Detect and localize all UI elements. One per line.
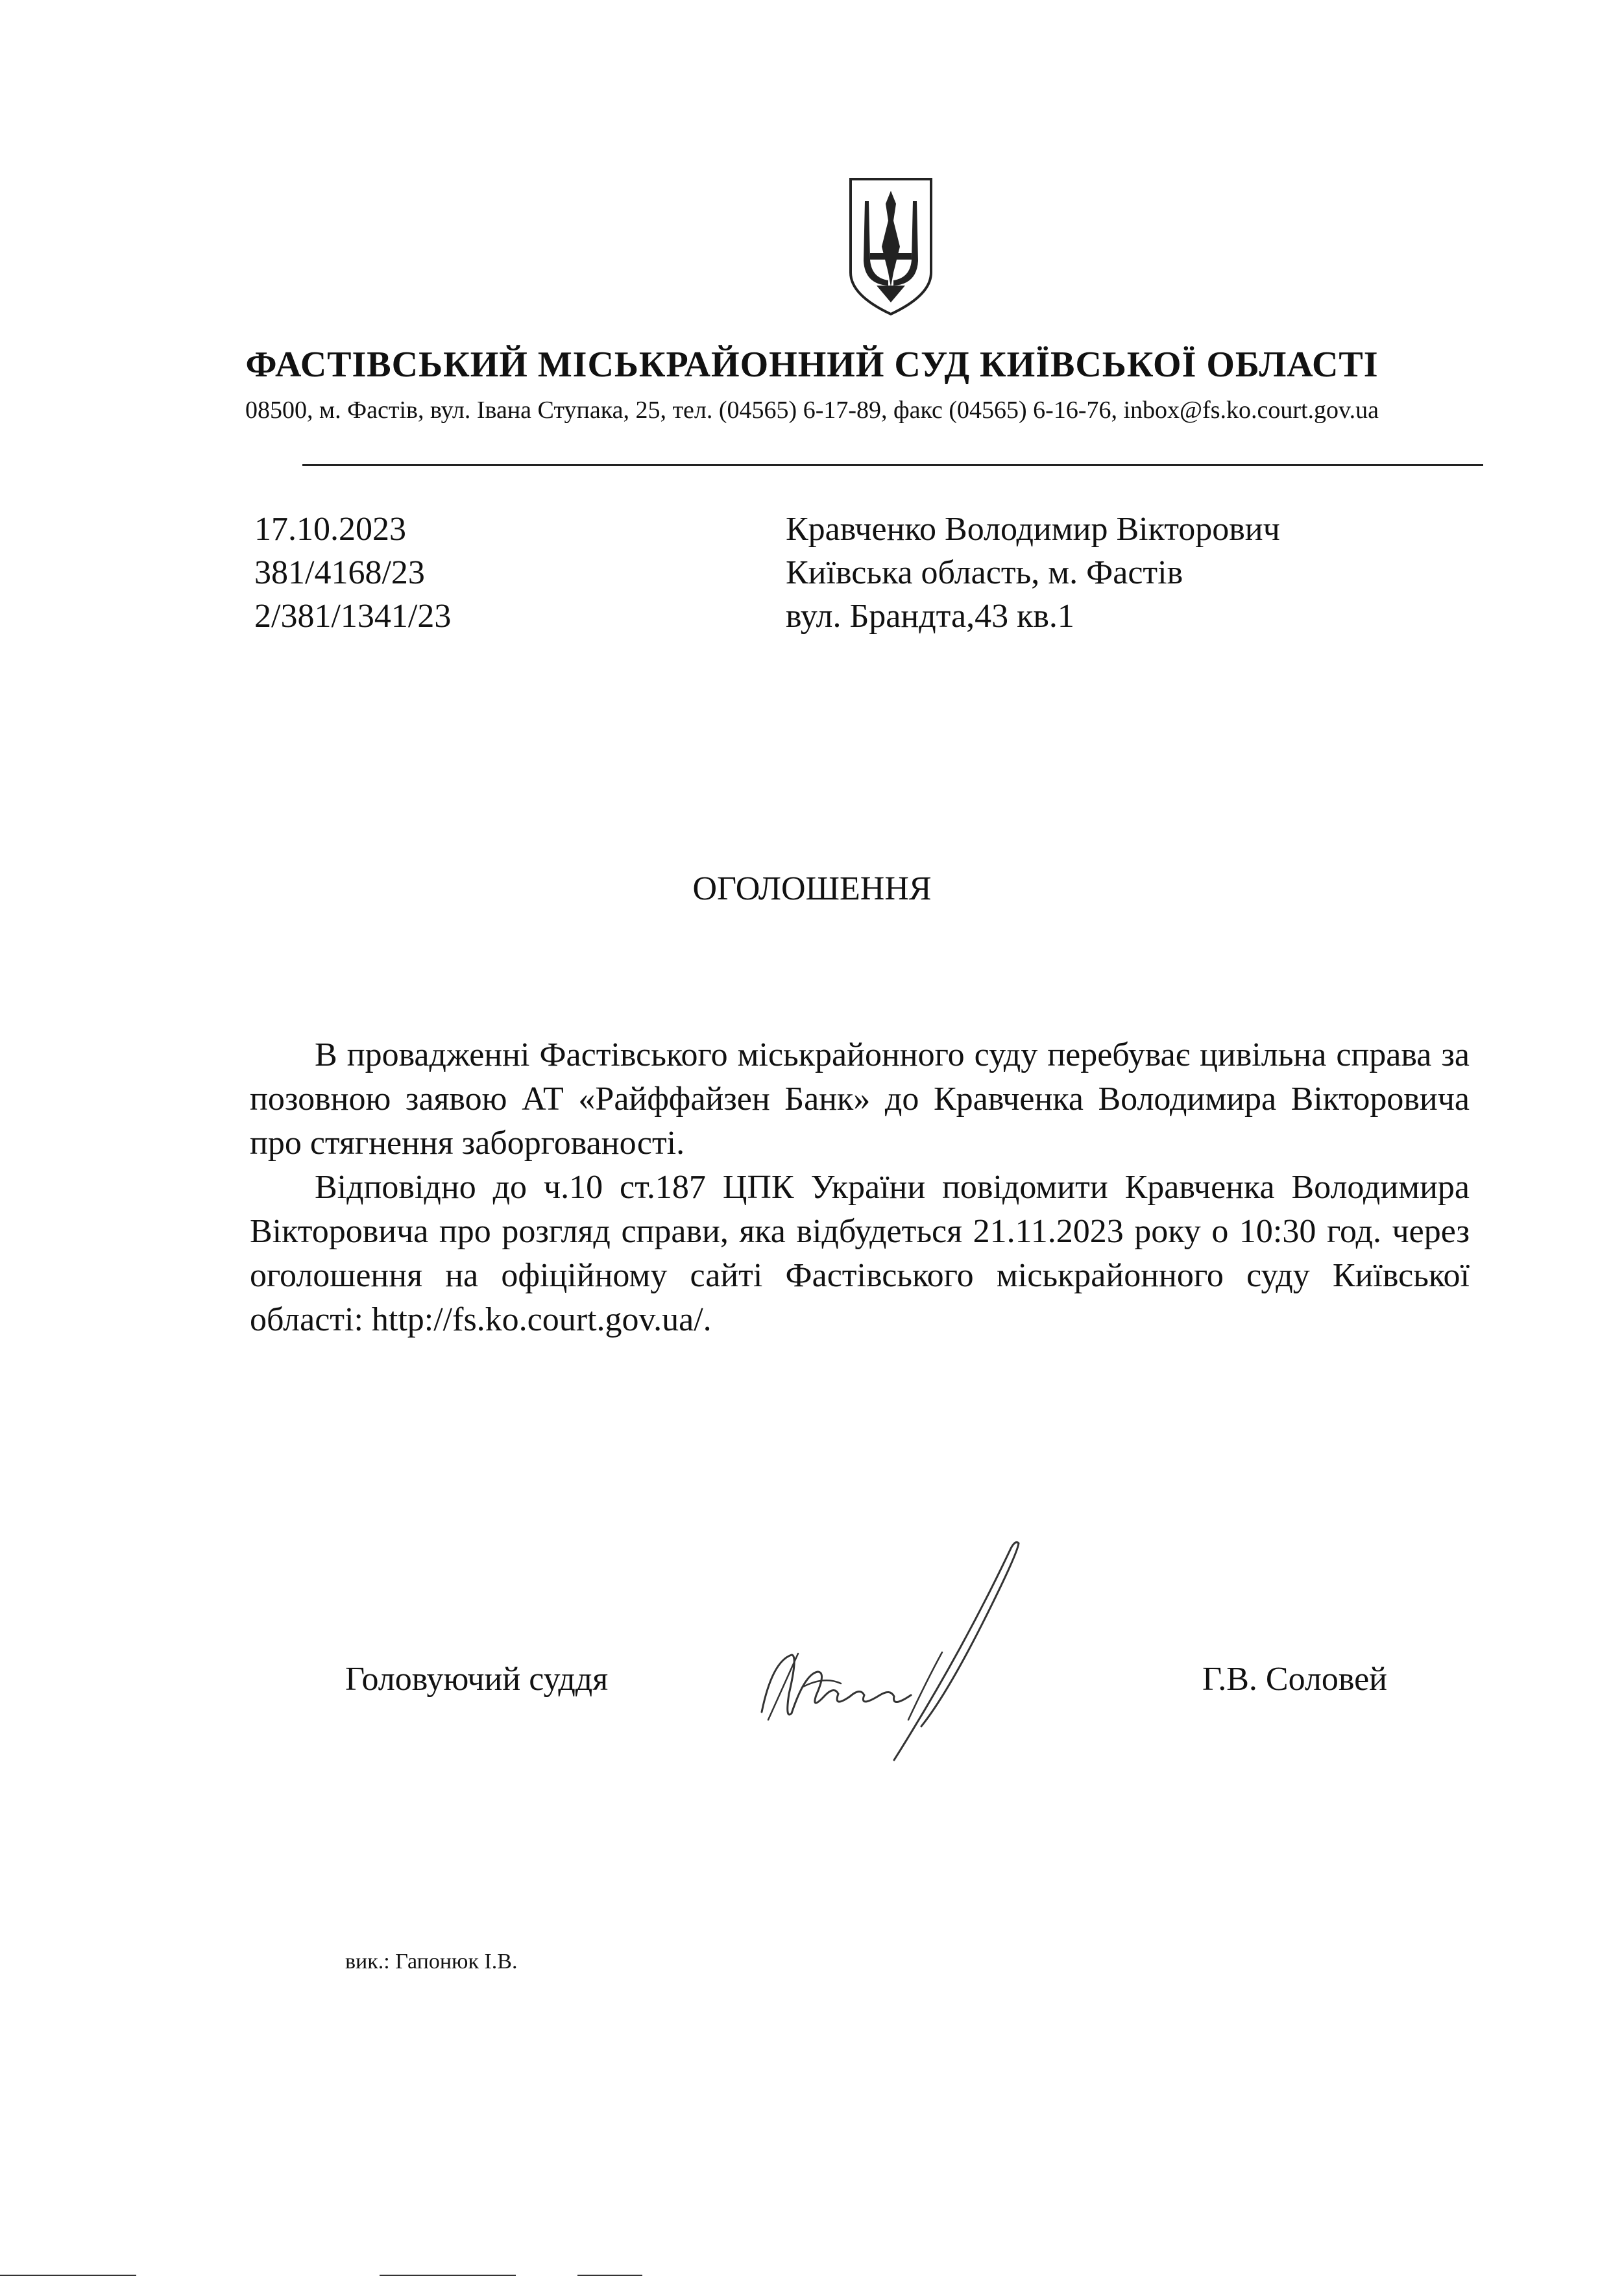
body-paragraph-2: Відповідно до ч.10 ст.187 ЦПК України повідомити Кравченка Володимира Вікторовича про розгляд справи, яка відбудеться 21.11.2023 року о 10:30 год. через оголошення на офіційному сайті Фастівського міськрайонного суду Київської області: http://fs.ko.court.gov.ua/. <box>250 1169 1470 1338</box>
footer-rule-left <box>0 2275 136 2276</box>
document-meta <box>254 508 451 638</box>
signatory-name: Г.В. Соловей <box>1202 1661 1387 1698</box>
document-date: 17.10.2023 <box>254 511 406 548</box>
handwritten-signature <box>753 1525 1090 1772</box>
header-divider <box>302 464 1483 466</box>
proceeding-number: 2/381/1341/23 <box>254 598 452 635</box>
trident-coat-of-arms-icon <box>845 175 936 318</box>
document-title: ОГОЛОШЕННЯ <box>692 870 932 907</box>
recipient-block <box>786 508 1280 638</box>
executor-note: вик.: Гапонюк І.В. <box>345 1950 518 1974</box>
footer-rule-middle <box>380 2275 516 2276</box>
recipient-street: вул. Брандта,43 кв.1 <box>786 598 1074 635</box>
court-address: 08500, м. Фастів, вул. Івана Ступака, 25, тел. (04565) 6-17-89, факс (04565) 6-16-76, inbox@fs.ko.court.gov.ua <box>245 397 1379 424</box>
document-body <box>250 1033 1470 1342</box>
footer-rule-right <box>577 2275 642 2276</box>
body-paragraph-1: В провадженні Фастівського міськрайонного суду перебуває цивільна справа за позовною заявою АТ «Райффайзен Банк» до Кравченка Володимира Вікторовича про стягнення заборгованості. <box>250 1036 1470 1162</box>
case-number: 381/4168/23 <box>254 554 425 591</box>
signatory-role: Головуючий суддя <box>345 1661 609 1698</box>
recipient-region: Київська область, м. Фастів <box>786 554 1183 591</box>
court-name: ФАСТІВСЬКИЙ МІСЬКРАЙОННИЙ СУД КИЇВСЬКОЇ ОБЛАСТІ <box>245 345 1379 385</box>
recipient-name: Кравченко Володимир Вікторович <box>786 511 1280 548</box>
